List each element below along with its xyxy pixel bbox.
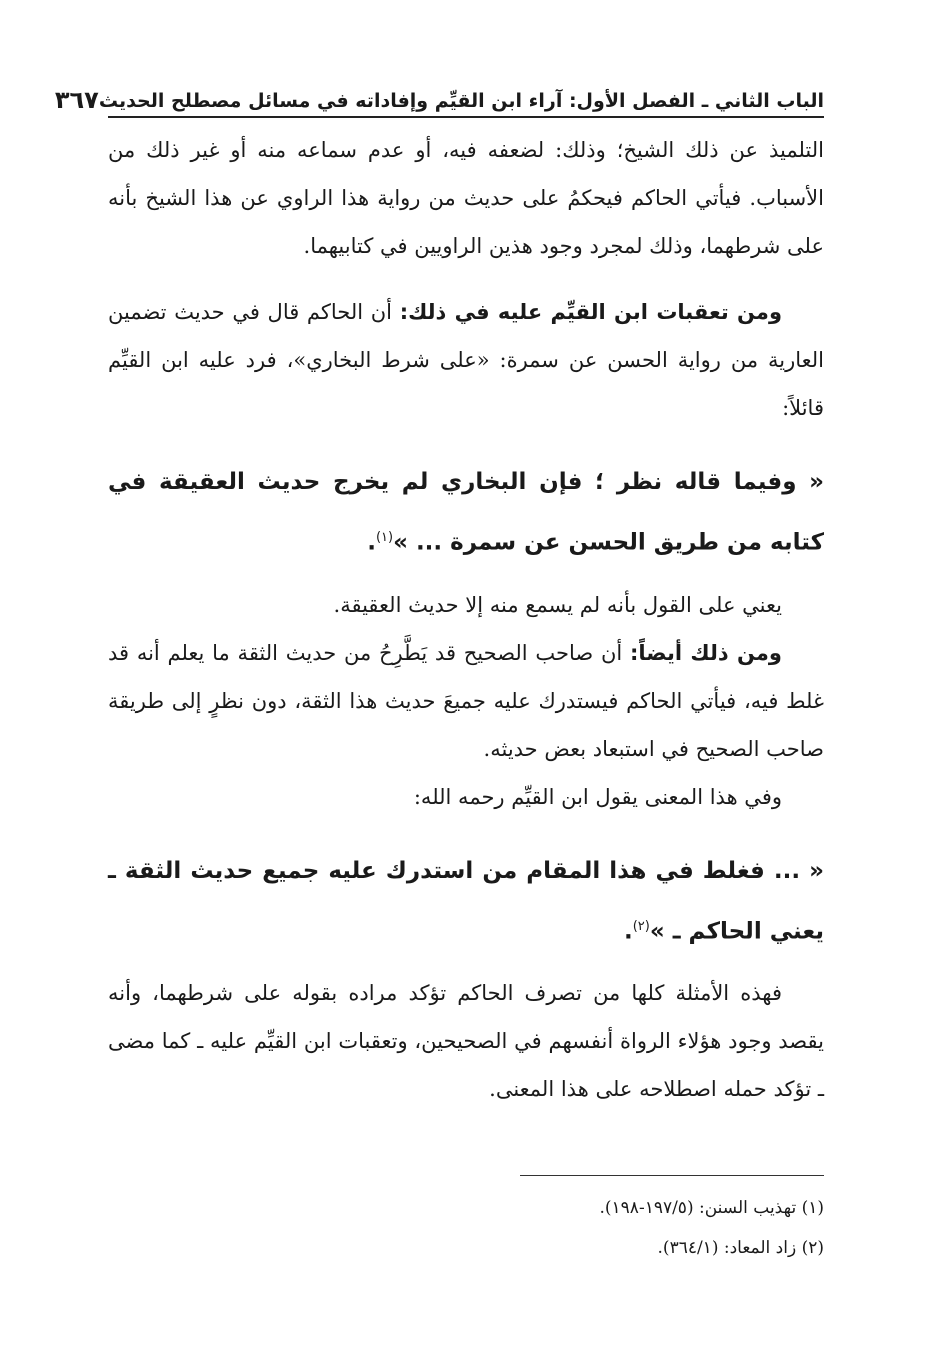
paragraph-2-lead: ومن تعقبات ابن القيِّم عليه في ذلك: — [399, 300, 782, 324]
running-header — [54, 70, 824, 118]
quote-1: « وفيما قاله نظر ؛ فإن البخاري لم يخرج حديث العقيقة في كتابه من طريق الحسن عن سمرة ... »$^{(١)}$. — [108, 469, 824, 556]
paragraph-2-text: أن الحاكم قال في حديث تضمين العارية من رواية الحسن عن سمرة: «على شرط البخاري»، فرد عليه ابن القيِّم قائلاً: — [108, 300, 824, 420]
paragraph-1: التلميذ عن ذلك الشيخ؛ وذلك: لضعفه فيه، أو عدم سماعه منه أو غير ذلك من الأسباب. فيأتي الحاكم فيحكمُ على حديث من رواية هذا الراوي عن هذا الشيخ بأنه على شرطهما، وذلك لمجرد وجود هذين الراويين في كتابيهما. — [108, 138, 824, 258]
page — [54, 70, 824, 1258]
footnote-ref-1: (١) — [375, 530, 394, 545]
page-number: ٣٦٧ — [54, 86, 99, 114]
footnotes — [108, 1188, 824, 1268]
paragraph-4 — [108, 629, 824, 773]
quote-2-text: « ... فغلط في هذا المقام من استدرك عليه جميع حديث الثقة ـ يعني الحاكم ـ » — [108, 857, 824, 945]
footnote-ref-2: (٢) — [632, 918, 650, 934]
chapter-title: الباب الثاني ـ الفصل الأول: آراء ابن القيِّم وإفاداته في مسائل مصطلح الحديث — [98, 90, 824, 112]
paragraph-4-lead: ومن ذلك أيضاً: — [629, 640, 782, 665]
footnote-separator — [520, 1175, 824, 1176]
quote-1-text: « وفيما قاله نظر ؛ فإن البخاري لم يخرج حديث العقيقة في كتابه من طريق الحسن عن سمرة ... » — [108, 469, 824, 556]
footnote-2: (٢) زاد المعاد: (٣٦٤/١). — [657, 1238, 824, 1258]
footnote-1: (١) تهذيب السنن: (١٩٧/٥-١٩٨). — [599, 1198, 824, 1218]
paragraph-6: فهذه الأمثلة كلها من تصرف الحاكم تؤكد مراده بقوله على شرطهما، وأنه يقصد وجود هؤلاء الرواة أنفسهم في الصحيحين، وتعقبات ابن القيِّم عليه ـ كما مضى ـ تؤكد حمله اصطلاحه على هذا المعنى. — [108, 981, 824, 1102]
paragraph-3: يعني على القول بأنه لم يسمع منه إلا حديث العقيقة. — [333, 592, 782, 617]
paragraph-2 — [108, 288, 824, 432]
quote-2: « ... فغلط في هذا المقام من استدرك عليه جميع حديث الثقة ـ يعني الحاكم ـ »$^{(٢)}$. — [108, 857, 824, 945]
paragraph-4-text: أن صاحب الصحيح قد يَطَّرِحُ من حديث الثقة ما يعلم أنه قد غلط فيه، فيأتي الحاكم فيستدرك عليه جميعَ حديث هذا الثقة، دون نظرٍ إلى طريقة صاحب الصحيح في استبعاد بعض حديثه. — [108, 640, 824, 761]
paragraph-5: وفي هذا المعنى يقول ابن القيِّم رحمه الله: — [413, 784, 782, 809]
